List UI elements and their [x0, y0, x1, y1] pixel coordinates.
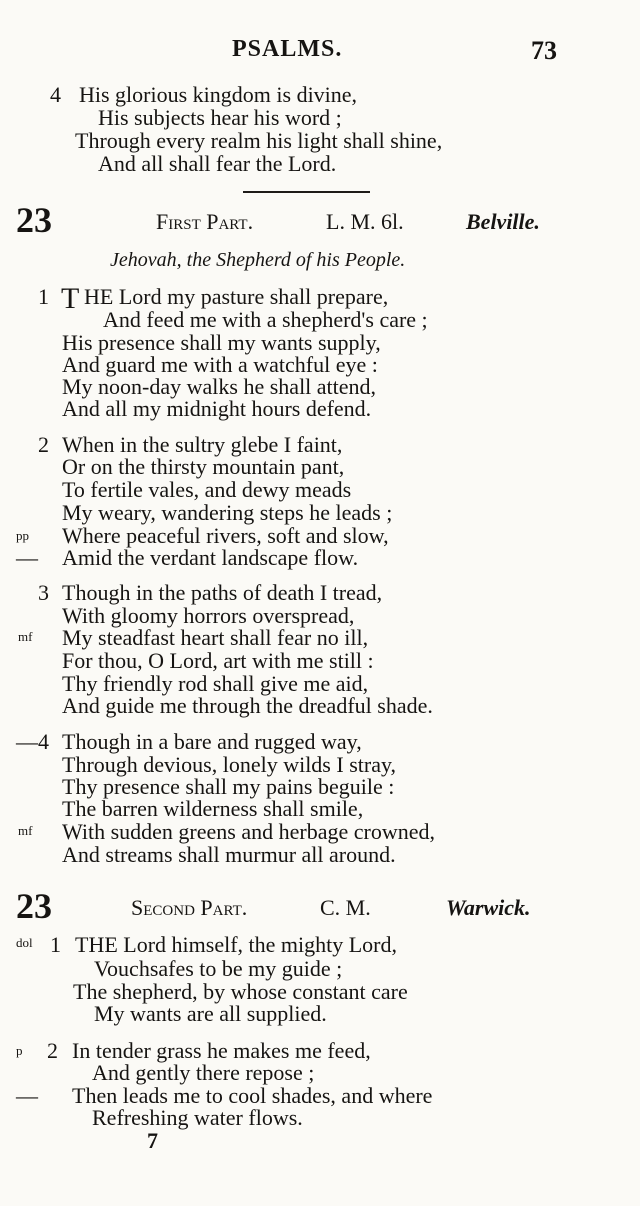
hymn-meter: L. M. 6l.: [326, 209, 404, 234]
dash-mark: —: [16, 1083, 38, 1108]
verse-line: To fertile vales, and dewy meads: [62, 477, 352, 502]
dynamic-mark-p: p: [16, 1043, 23, 1058]
verse-line: And streams shall murmur all around.: [62, 842, 396, 867]
verse-line: And guard me with a watchful eye :: [62, 352, 378, 377]
stanza-number: 2: [38, 432, 49, 457]
verse-line: For thou, O Lord, art with me still :: [62, 648, 374, 673]
verse-line: And guide me through the dreadful shade.: [62, 693, 433, 718]
verse-line: Though in the paths of death I tread,: [62, 580, 383, 605]
signature-mark: 7: [147, 1128, 158, 1153]
verse-line: When in the sultry glebe I faint,: [62, 432, 343, 457]
dynamic-mark-dol: dol: [16, 935, 33, 950]
verse-line: My wants are all supplied.: [94, 1001, 327, 1026]
hymn-part: First Part.: [156, 209, 254, 234]
dynamic-mark-mf: mf: [18, 629, 33, 644]
verse-line: Or on the thirsty mountain pant,: [62, 454, 345, 479]
hymn-meter: C. M.: [320, 895, 371, 920]
stanza-number: 1: [50, 932, 61, 957]
verse-line: Through every realm his light shall shine,: [75, 128, 443, 153]
page-number: 73: [531, 36, 557, 65]
verse-line: My steadfast heart shall fear no ill,: [62, 625, 369, 650]
verse-line: His subjects hear his word ;: [98, 105, 342, 130]
verse-line: And gently there repose ;: [92, 1060, 315, 1085]
drop-cap: T: [61, 282, 80, 315]
verse-line: His presence shall my wants supply,: [62, 330, 381, 355]
running-title: PSALMS.: [232, 36, 343, 62]
verse-line: Though in a bare and rugged way,: [62, 729, 362, 754]
verse-line: Refreshing water flows.: [92, 1105, 303, 1130]
verse-line: With gloomy horrors overspread,: [62, 603, 355, 628]
tune-name: Belville.: [466, 209, 540, 234]
verse-line: Through devious, lonely wilds I stray,: [62, 752, 397, 777]
hymn-number: 23: [16, 200, 52, 240]
verse-line: THE Lord himself, the mighty Lord,: [75, 932, 397, 957]
dynamic-mark-mf: mf: [18, 823, 33, 838]
hymn-subtitle: Jehovah, the Shepherd of his People.: [110, 249, 406, 271]
verse-line: His glorious kingdom is divine,: [79, 82, 358, 107]
verse-line: The barren wilderness shall smile,: [62, 796, 364, 821]
verse-line: My noon-day walks he shall attend,: [62, 374, 377, 399]
verse-line: And all my midnight hours defend.: [62, 396, 372, 421]
verse-line: With sudden greens and herbage crowned,: [62, 819, 435, 844]
verse-line: Amid the verdant landscape flow.: [62, 545, 359, 570]
verse-line: HE Lord my pasture shall prepare,: [84, 284, 389, 309]
verse-line: The shepherd, by whose constant care: [73, 979, 408, 1004]
stanza-number: 4: [50, 82, 61, 107]
verse-line: Then leads me to cool shades, and where: [72, 1083, 433, 1108]
stanza-number: 3: [38, 580, 49, 605]
verse-line: And all shall fear the Lord.: [98, 151, 337, 176]
dash-mark: —: [16, 545, 38, 570]
verse-line: Thy friendly rod shall give me aid,: [62, 671, 369, 696]
tune-name: Warwick.: [446, 895, 531, 920]
stanza-number: 1: [38, 284, 49, 309]
hymn-number: 23: [16, 886, 52, 926]
verse-line: Where peaceful rivers, soft and slow,: [62, 523, 389, 548]
verse-line: My weary, wandering steps he leads ;: [62, 500, 393, 525]
verse-line: Vouchsafes to be my guide ;: [94, 956, 343, 981]
hymn-part: Second Part.: [131, 895, 248, 920]
stanza-number: —4: [16, 729, 49, 754]
stanza-number: 2: [47, 1038, 58, 1063]
verse-line: And feed me with a shepherd's care ;: [103, 307, 428, 332]
verse-line: Thy presence shall my pains beguile :: [62, 774, 395, 799]
verse-line: In tender grass he makes me feed,: [72, 1038, 371, 1063]
divider-rule: [243, 191, 370, 193]
dynamic-mark-pp: pp: [16, 528, 29, 543]
